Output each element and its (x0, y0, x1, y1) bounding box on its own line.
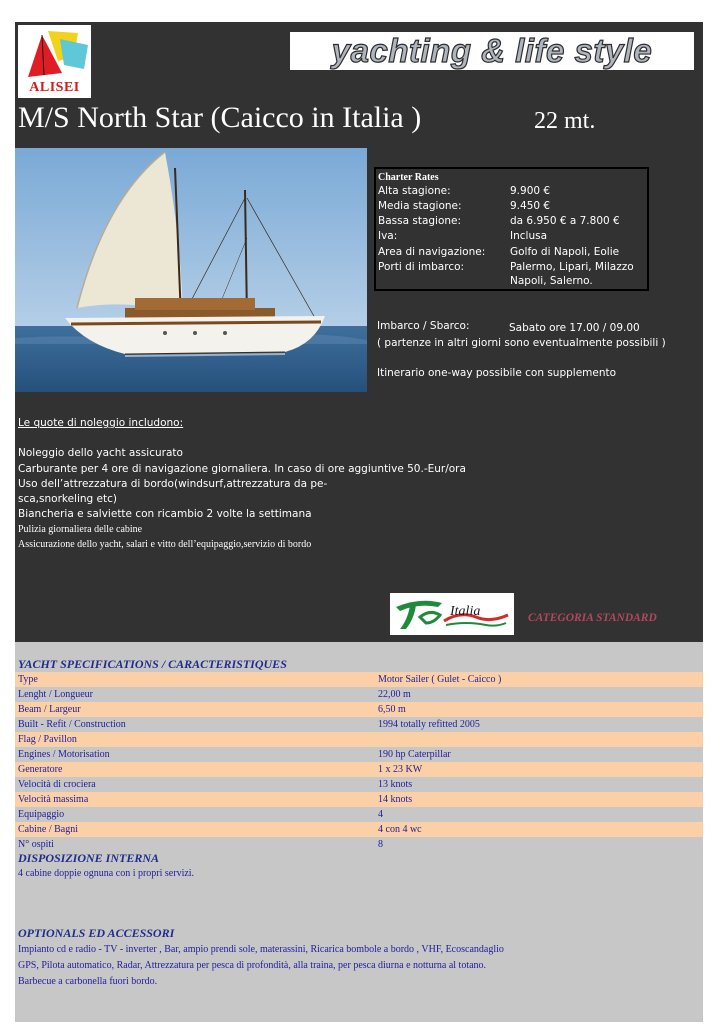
spec-key: Built - Refit / Construction (18, 719, 126, 730)
page-title: M/S North Star (Caicco in Italia ) (18, 101, 422, 134)
rate-value: 9.900 € (510, 185, 551, 197)
spec-key: Type (18, 674, 38, 685)
rate-label: Media stagione: (378, 200, 462, 212)
spec-value: 4 con 4 wc (378, 824, 422, 835)
logo-wordmark: ALISEI (29, 80, 80, 95)
spec-row (15, 747, 703, 762)
italia-flag-logo-icon (390, 593, 514, 635)
rate-label: Iva: (378, 230, 398, 242)
included-item: Noleggio dello yacht assicurato (18, 447, 183, 459)
spec-value: 4 (378, 809, 383, 820)
spec-value: Motor Sailer ( Gulet - Caicco ) (378, 674, 502, 685)
layout-text: 4 cabine doppie ognuna con i propri servizi. (18, 868, 195, 879)
spec-key: Lenght / Longueur (18, 689, 93, 700)
rate-label: Bassa stagione: (378, 215, 462, 227)
included-item: Uso dell’attrezzatura di bordo(windsurf,attrezzatura da pe- (18, 478, 328, 490)
boarding-label: Imbarco / Sbarco: (377, 320, 470, 332)
spec-value: 6,50 m (378, 704, 406, 715)
spec-row (15, 837, 703, 852)
header-panel (15, 22, 703, 642)
spec-row (15, 762, 703, 777)
spec-row (15, 777, 703, 792)
spec-row (15, 807, 703, 822)
included-heading: Le quote di noleggio includono: (18, 417, 184, 429)
included-item: Biancheria e salviette con ricambio 2 volte la settimana (18, 508, 312, 520)
spec-key: Velocità di crociera (18, 779, 96, 790)
yacht-photo (15, 148, 367, 392)
itinerary-note: Itinerario one-way possibile con supplemento (377, 367, 617, 379)
tagline: yachting & life style (331, 32, 653, 69)
spec-key: Generatore (18, 764, 63, 775)
italia-logo-text: Italia (450, 604, 481, 619)
spec-row (15, 732, 703, 747)
spec-key: N° ospiti (18, 839, 54, 850)
optionals-line: GPS, Pilota automatico, Radar, Attrezzatura per pesca di profondità, alla traina, per pesca diurna e notturna al totano. (18, 960, 487, 971)
boarding-value: Sabato ore 17.00 / 09.00 (509, 322, 640, 334)
included-item: Assicurazione dello yacht, salari e vitto dell’equipaggio,servizio di bordo (18, 539, 312, 550)
yacht-length: 22 mt. (534, 108, 596, 134)
rate-label: Alta stagione: (378, 185, 451, 197)
spec-row (15, 717, 703, 732)
rate-value: Palermo, Lipari, Milazzo Napoli, Salerno. (510, 261, 634, 287)
rate-value: da 6.950 € a 7.800 € (510, 215, 620, 227)
spec-value: 14 knots (378, 794, 413, 805)
spec-row (15, 672, 703, 687)
rate-value: 9.450 € (510, 200, 551, 212)
spec-key: Flag / Pavillon (18, 734, 77, 745)
included-item: Pulizia giornaliera delle cabine (18, 524, 143, 535)
rate-value: Inclusa (510, 230, 548, 242)
spec-key: Beam / Largeur (18, 704, 81, 715)
sail-logo-icon (18, 25, 91, 85)
category-label: CATEGORIA STANDARD (528, 612, 657, 624)
optionals-title: OPTIONALS ED ACCESSORI (18, 926, 175, 940)
italia-logo (390, 593, 514, 635)
alisei-logo (18, 25, 91, 98)
spec-key: Equipaggio (18, 809, 65, 820)
spec-value: 1 x 23 KW (378, 764, 423, 775)
layout-title: DISPOSIZIONE INTERNA (18, 851, 160, 865)
rate-label: Area di navigazione: (378, 246, 486, 258)
included-item: sca,snorkeling etc) (18, 493, 117, 505)
spec-value: 22,00 m (378, 689, 411, 700)
spec-row (15, 792, 703, 807)
optionals-line: Impianto cd e radio - TV - inverter , Bar, ampio prendi sole, materassini, Ricarica bombole a bordo , VHF, Ecoscandaglio (18, 944, 504, 955)
spec-key: Engines / Motorisation (18, 749, 110, 760)
rate-label: Porti di imbarco: (378, 261, 465, 273)
charter-rates-title: Charter Rates (378, 172, 439, 183)
rate-value: Golfo di Napoli, Eolie (510, 246, 620, 258)
spec-row (15, 702, 703, 717)
spec-value: 8 (378, 839, 383, 850)
spec-row (15, 822, 703, 837)
specifications-panel (15, 642, 703, 1022)
brochure-page (15, 22, 703, 1022)
optionals-line: Barbecue a carbonella fuori bordo. (18, 976, 158, 987)
spec-value: 190 hp Caterpillar (378, 749, 451, 760)
tagline-banner (290, 32, 694, 70)
included-item: Carburante per 4 ore di navigazione giornaliera. In caso di ore aggiuntive 50.-Eur/ora (18, 463, 466, 475)
charter-rates-box (374, 167, 649, 291)
spec-row (15, 687, 703, 702)
spec-key: Cabine / Bagni (18, 824, 78, 835)
spec-value: 1994 totally refitted 2005 (378, 719, 480, 730)
boarding-note: ( partenze in altri giorni sono eventualmente possibili ) (377, 337, 666, 349)
spec-key: Velocità massima (18, 794, 89, 805)
specs-title: YACHT SPECIFICATIONS / CARACTERISTIQUES (18, 657, 287, 671)
spec-value: 13 knots (378, 779, 413, 790)
